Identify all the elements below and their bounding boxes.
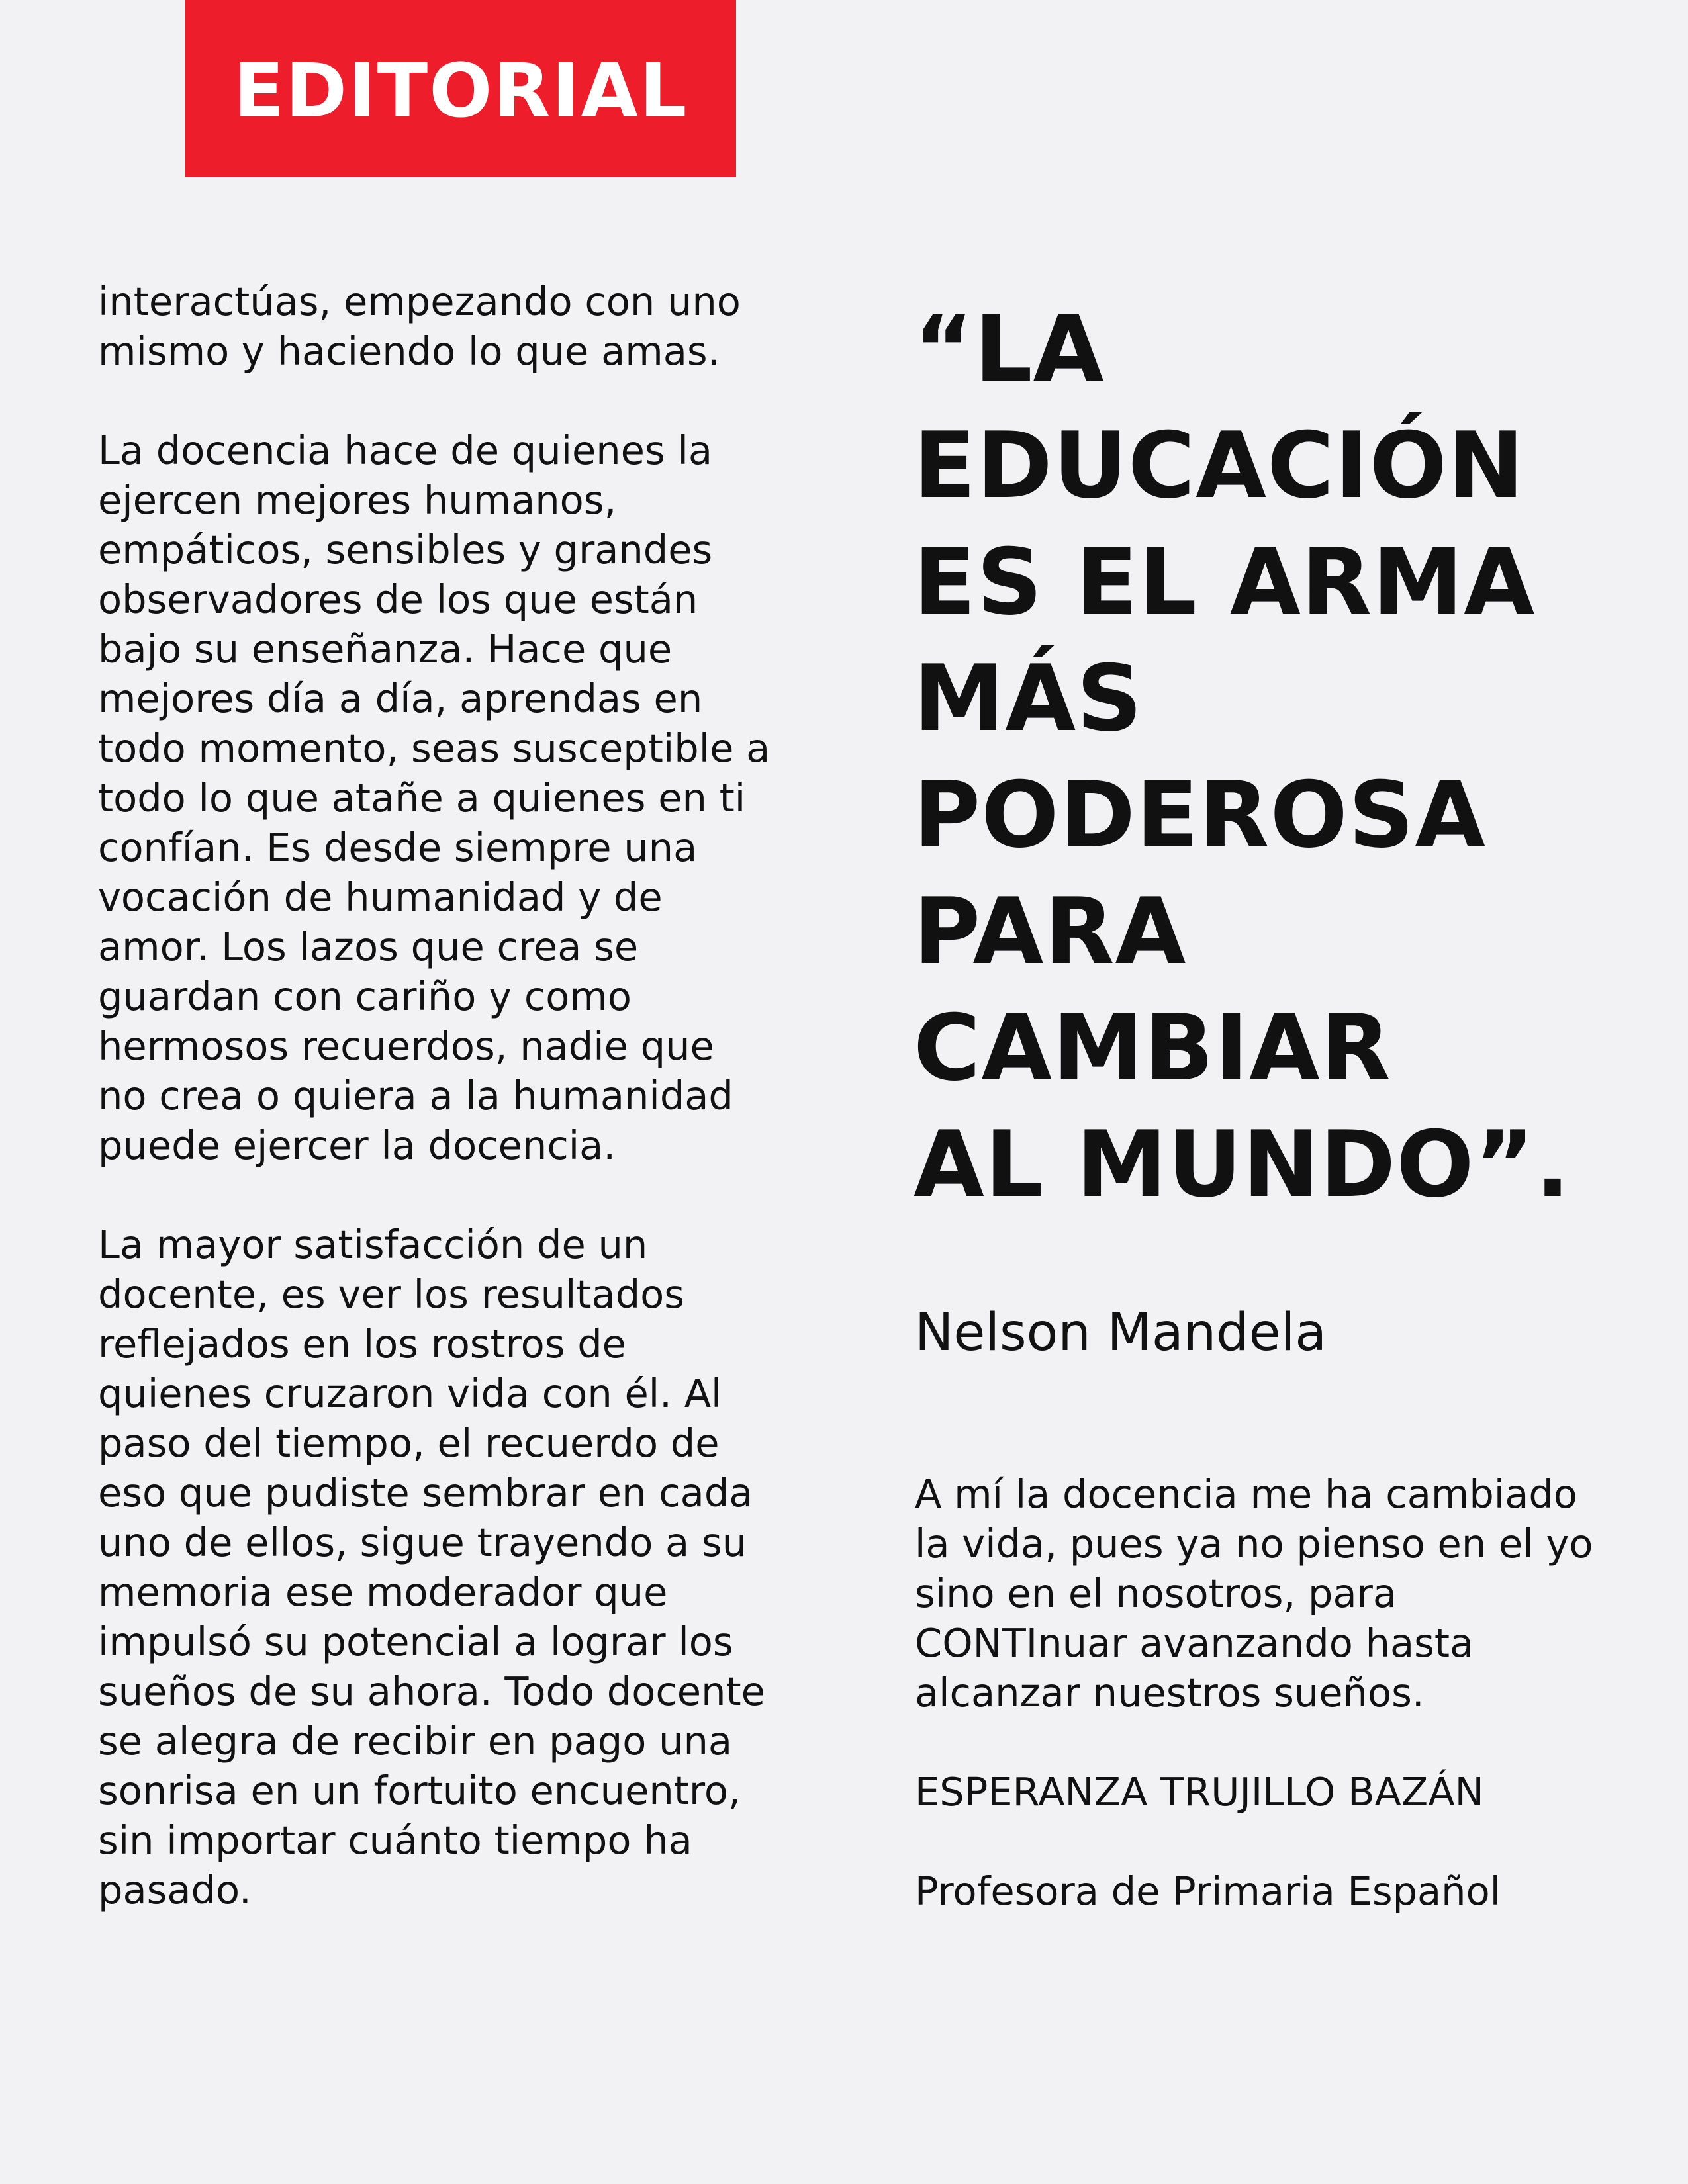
signature-role: Profesora de Primaria Español [915,1868,1501,1914]
article-left-column [98,277,839,1964]
quote-author: Nelson Mandela [915,1303,1327,1363]
pull-quote: “LA EDUCACIÓN ES EL ARMA MÁS PODEROSA PARA CAMBIAR AL MUNDO”. [914,296,1571,1218]
section-banner [185,0,736,177]
signature-name: ESPERANZA TRUJILLO BAZÁN [915,1769,1484,1815]
testimony-paragraph: A mí la docencia me ha cambiado la vida, pues ya no pienso en el yo sino en el nosotros, para CONTInuar avanzando hasta alcanzar nuestros sueños. [915,1471,1593,1715]
section-label: EDITORIAL [233,48,688,134]
article-right-column [915,1469,1676,1966]
article-paragraph: La mayor satisfacción de un docente, es ver los resultados reflejados en los rostros de quienes cruzaron vida con él. Al paso del tiempo, el recuerdo de eso que pudiste sembrar en cada uno de ellos, sigue trayendo a su memoria ese moderador que impulsó su potencial a lograr los sueños de su ahora. Todo docente se alegra de recibir en pago una sonrisa en un fortuito encuentro, sin importar cuánto tiempo ha pasado. [98,1222,765,1913]
article-paragraph: La docencia hace de quienes la ejercen mejores humanos, empáticos, sensibles y grandes observadores de los que están bajo su enseñanza. Hace que mejores día a día, aprendas en todo momento, seas susceptible a todo lo que atañe a quienes en ti confían. Es desde siempre una vocación de humanidad y de amor. Los lazos que crea se guardan con cariño y como hermosos recuerdos, nadie que no crea o quiera a la humanidad puede ejercer la docencia. [98,428,771,1168]
article-paragraph: interactúas, empezando con uno mismo y haciendo lo que amas. [98,279,741,374]
